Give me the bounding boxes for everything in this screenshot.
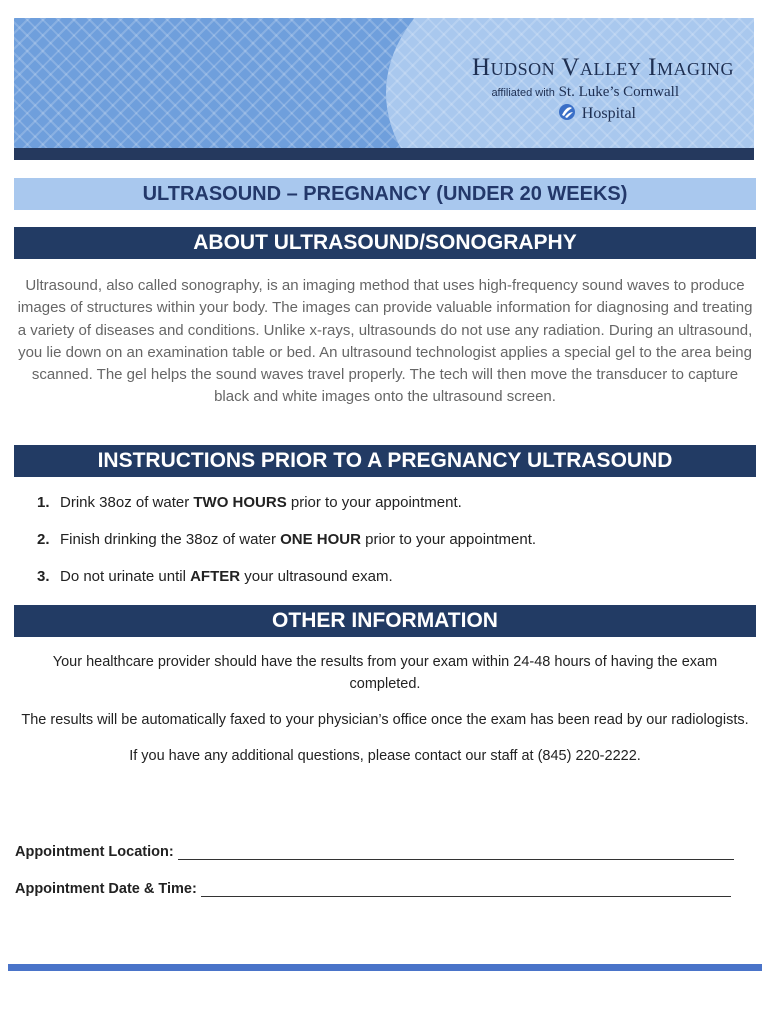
- page-title: ULTRASOUND – PREGNANCY (UNDER 20 WEEKS): [14, 178, 756, 210]
- brand-hospital: [472, 103, 636, 127]
- instruction-item: 1. Drink 38oz of water TWO HOURS prior to your appointment.: [37, 494, 462, 511]
- appointment-location-label: Appointment Location:: [15, 844, 174, 860]
- appointment-datetime-field[interactable]: [15, 880, 731, 897]
- appointment-location-field[interactable]: [15, 843, 734, 860]
- about-body: Ultrasound, also called sonography, is an imaging method that uses high-frequency sound waves to produce images of structures within your body. The images can provide valuable information for diagnosing and treating a variety of diseases and conditions. Unlike x-rays, ultrasounds do not use any radiation. During an ultrasound, you lie down on an examination table or bed. An ultrasound technologist applies a special gel to the area being scanned. The gel helps the sound waves travel properly. The tech will then move the transducer to capture black and white images onto the ultrasound screen.: [17, 277, 753, 406]
- results-timing-text: Your healthcare provider should have the results from your exam within 24-48 hours of having the exam completed.: [52, 654, 718, 692]
- banner-bottom-bar: [14, 148, 754, 160]
- appointment-datetime-label: Appointment Date & Time:: [15, 881, 197, 897]
- appointment-location-line[interactable]: [178, 843, 734, 860]
- affiliation-prefix: affiliated with: [491, 87, 555, 99]
- hospital-label: Hospital: [581, 105, 636, 122]
- brand-logo: [472, 54, 734, 127]
- header-banner: [14, 18, 754, 148]
- contact-text: If you have any additional questions, please contact our staff at (845) 220-2222.: [129, 748, 641, 764]
- other-info-body: [18, 651, 752, 781]
- hospital-leaf-icon: [558, 103, 576, 127]
- instructions-heading: INSTRUCTIONS PRIOR TO A PREGNANCY ULTRASOUND: [14, 445, 756, 477]
- instructions-list: [37, 490, 737, 601]
- appointment-datetime-line[interactable]: [201, 880, 731, 897]
- other-info-heading: OTHER INFORMATION: [14, 605, 756, 637]
- instruction-item: 2. Finish drinking the 38oz of water ONE HOUR prior to your appointment.: [37, 531, 537, 548]
- brand-name: Hudson Valley Imaging: [472, 54, 734, 81]
- instruction-item: 3. Do not urinate until AFTER your ultrasound exam.: [37, 568, 393, 585]
- about-heading: ABOUT ULTRASOUND/SONOGRAPHY: [14, 227, 756, 259]
- footer-rule: [8, 964, 762, 971]
- results-fax-text: The results will be automatically faxed to your physician’s office once the exam has been read by our radiologists.: [21, 712, 749, 728]
- brand-affiliation: [472, 82, 679, 103]
- affiliation-name: St. Luke’s Cornwall: [558, 84, 679, 100]
- banner-pattern-left: [14, 18, 414, 148]
